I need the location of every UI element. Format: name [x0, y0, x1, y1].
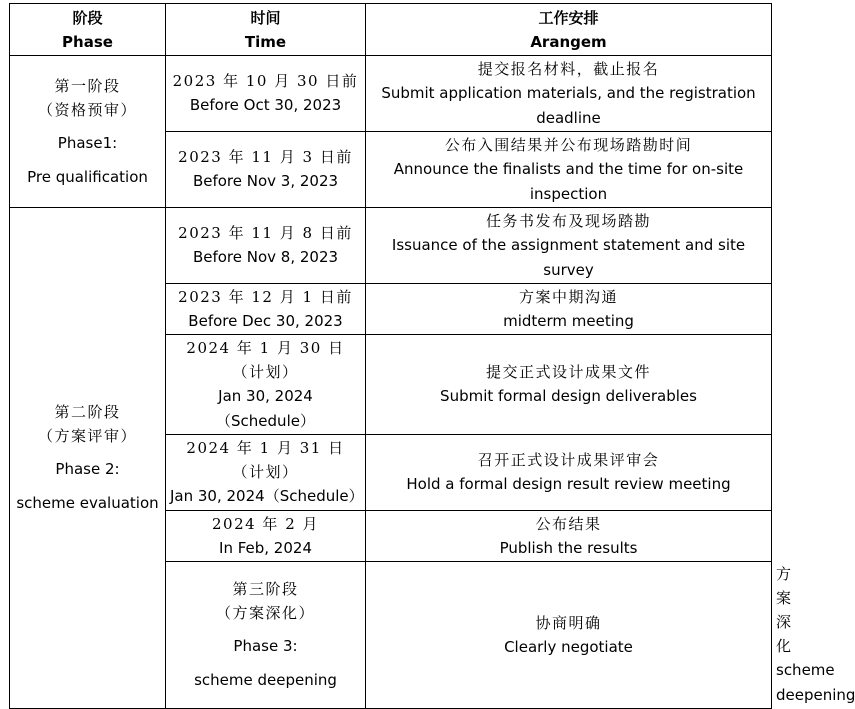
- phase-cell-1: [10, 56, 166, 208]
- phase-subtitle-en: scheme evaluation: [16, 494, 159, 512]
- phase-title-cn: 第三阶段: [232, 580, 299, 598]
- header-time: [166, 4, 366, 56]
- time-en: Before Nov 3, 2023: [192, 172, 339, 190]
- header-phase-cn: 阶段: [72, 8, 103, 27]
- schedule-table: [9, 3, 855, 709]
- time-en: Clearly negotiate: [504, 637, 633, 656]
- table-row: [10, 208, 772, 284]
- time-en-note: （Schedule）: [216, 411, 315, 430]
- time-cn: 2024 年 1 月 30 日（计划）: [186, 338, 345, 381]
- header-work-en: Arangem: [530, 32, 607, 51]
- phase-subtitle-en: Pre qualification: [27, 167, 148, 186]
- time-en: Before Oct 30, 2023: [189, 96, 342, 114]
- time-cell: [166, 56, 366, 132]
- time-en: Jan 30, 2024（Schedule）: [170, 487, 364, 505]
- work-cn: 提交报名材料，截止报名: [477, 59, 660, 78]
- header-row: [10, 4, 772, 56]
- header-work-cn: 工作安排: [538, 8, 599, 27]
- time-cn: 2024 年 1 月 31 日（计划）: [186, 439, 345, 481]
- table-row: 第三阶段 （方案深化） Phase 3: scheme deepening 协商明确 Clearly negotiate 方案深化 scheme deepening: [10, 562, 772, 709]
- phase-title-cn: 第一阶段: [54, 76, 121, 95]
- work-cell: [366, 335, 772, 435]
- time-cn: 2023 年 11 月 8 日前: [178, 224, 353, 242]
- work-en: Submit formal design deliverables: [440, 387, 697, 405]
- work-en: midterm meeting: [503, 311, 634, 330]
- time-cn: 协商明确: [535, 613, 602, 632]
- header-phase: [10, 4, 166, 56]
- time-cn: 2023 年 10 月 30 日前: [172, 72, 359, 90]
- phase-cell-2: [10, 208, 166, 709]
- work-cell: [366, 56, 772, 132]
- work-cell: [366, 284, 772, 335]
- time-cell: [366, 562, 772, 709]
- header-phase-en: Phase: [62, 32, 113, 51]
- phase-subtitle-cn: （方案评审）: [37, 427, 137, 445]
- work-en: Issuance of the assignment statement and site survey: [391, 235, 746, 279]
- phase-subtitle-cn: （方案深化）: [215, 604, 315, 622]
- work-cn: 公布结果: [535, 514, 602, 533]
- header-time-cn: 时间: [250, 8, 281, 27]
- work-en: Submit application materials, and the registration deadline: [381, 83, 756, 127]
- work-en: Publish the results: [499, 538, 638, 557]
- phase-subtitle-cn: （资格预审）: [37, 100, 137, 119]
- work-cn: 方案中期沟通: [518, 287, 618, 306]
- table-row: [10, 56, 772, 132]
- work-cell: [366, 132, 772, 208]
- work-cn: 公布入围结果并公布现场踏勘时间: [444, 135, 693, 154]
- time-cell: [166, 335, 366, 435]
- phase-title-cn: 第二阶段: [54, 403, 121, 421]
- work-cn: 提交正式设计成果文件: [485, 363, 651, 381]
- time-cn: 2023 年 11 月 3 日前: [178, 148, 353, 166]
- time-en: In Feb, 2024: [219, 538, 312, 557]
- time-cell: [166, 132, 366, 208]
- work-en: Hold a formal design result review meeting: [406, 475, 731, 493]
- time-cell: [166, 208, 366, 284]
- time-cell: [166, 511, 366, 562]
- work-cn: 召开正式设计成果评审会: [477, 451, 660, 469]
- time-cn: 2024 年 2 月: [211, 514, 320, 533]
- time-cn: 2023 年 12 月 1 日前: [178, 287, 353, 306]
- phase-cell-3: [166, 562, 366, 709]
- time-cell: [166, 435, 366, 511]
- phase-subtitle-en: scheme deepening: [194, 671, 337, 689]
- phase-title-en: Phase 3:: [233, 637, 298, 655]
- work-cell: [366, 511, 772, 562]
- phase-title-en: Phase 2:: [55, 460, 120, 478]
- header-work: [366, 4, 772, 56]
- phase-title-en: Phase1:: [57, 133, 118, 152]
- time-en: Before Dec 30, 2023: [188, 311, 343, 330]
- work-en: Announce the finalists and the time for on-site inspection: [393, 159, 744, 203]
- work-cell: [366, 435, 772, 511]
- time-en: Before Nov 8, 2023: [192, 248, 339, 266]
- time-en: Jan 30, 2024: [218, 386, 313, 405]
- header-time-en: Time: [244, 32, 287, 51]
- time-cell: [166, 284, 366, 335]
- work-cn: 任务书发布及现场踏勘: [485, 211, 651, 230]
- work-cell: [366, 208, 772, 284]
